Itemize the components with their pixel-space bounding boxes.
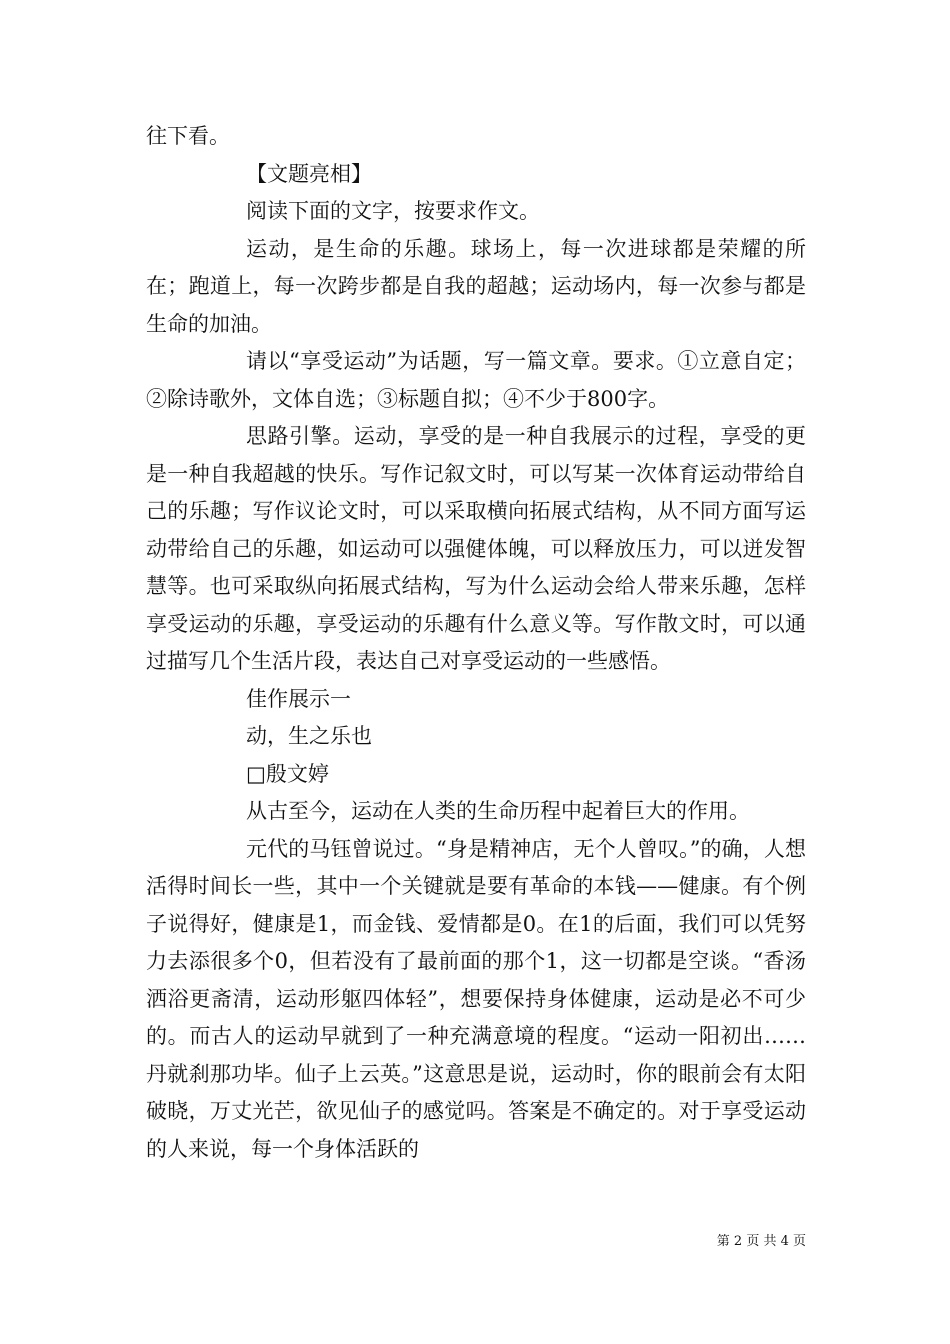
essay-author: □殷文婷 (246, 761, 329, 786)
paragraph-guidance: 思路引擎。运动，享受的是一种自我展示的过程，享受的更是一种自我超越的快乐。写作记叙文时，可以写某一次体育运动带给自己的乐趣；写作议论文时，可以采取横向拓展式结构，从不同方面写运动带给自己的乐趣，如运动可以强健体魄，可以释放压力，可以迸发智慧等。也可采取纵向拓展式结构，写为什么运动会给人带来乐趣，怎样享受运动的乐趣，享受运动的乐趣有什么意义等。写作散文时，可以通过描写几个生活片段，表达自己对享受运动的一些感悟。 (146, 424, 806, 673)
paragraph-requirements: 请以“享受运动”为话题，写一篇文章。要求。①立意自定；②除诗歌外，文体自选；③标题自拟；④不少于800字。 (146, 349, 806, 411)
page-number-footer: 第 2 页 共 4 页 (716, 1234, 806, 1249)
paragraph-continuation: 往下看。 (146, 124, 230, 148)
essay-title: 动，生之乐也 (246, 724, 372, 748)
paragraph-prompt-text: 运动，是生命的乐趣。球场上，每一次进球都是荣耀的所在；跑道上，每一次跨步都是自我的超越；运动场内，每一次参与都是生命的加油。 (146, 236, 806, 336)
section-heading-sample: 佳作展示一 (246, 686, 351, 711)
paragraph-instruction: 阅读下面的文字，按要求作文。 (246, 199, 540, 223)
essay-paragraph: 元代的马钰曾说过。“身是精神店，无个人曾叹。”的确，人想活得时间长一些，其中一个关键就是要有革命的本钱——健康。有个例子说得好，健康是1，而金钱、爱情都是0。在1的后面，我们可以凭努力去添很多个0，但若没有了最前面的那个1，这一切都是空谈。“香汤洒浴更斋清，运动形躯四体轻”，想要保持身体健康，运动是必不可少的。而古人的运动早就到了一种充满意境的程度。“运动一阳初出……丹就刹那功毕。仙子上云英。”这意思是说，运动时，你的眼前会有太阳破晓，万丈光芒，欲见仙子的感觉吗。答案是不确定的。对于享受运动的人来说，每一个身体活跃的 (146, 836, 806, 1161)
section-heading-topic: 【文题亮相】 (246, 161, 372, 186)
document-body (146, 118, 806, 1168)
essay-paragraph: 从古至今，运动在人类的生命历程中起着巨大的作用。 (246, 799, 750, 823)
